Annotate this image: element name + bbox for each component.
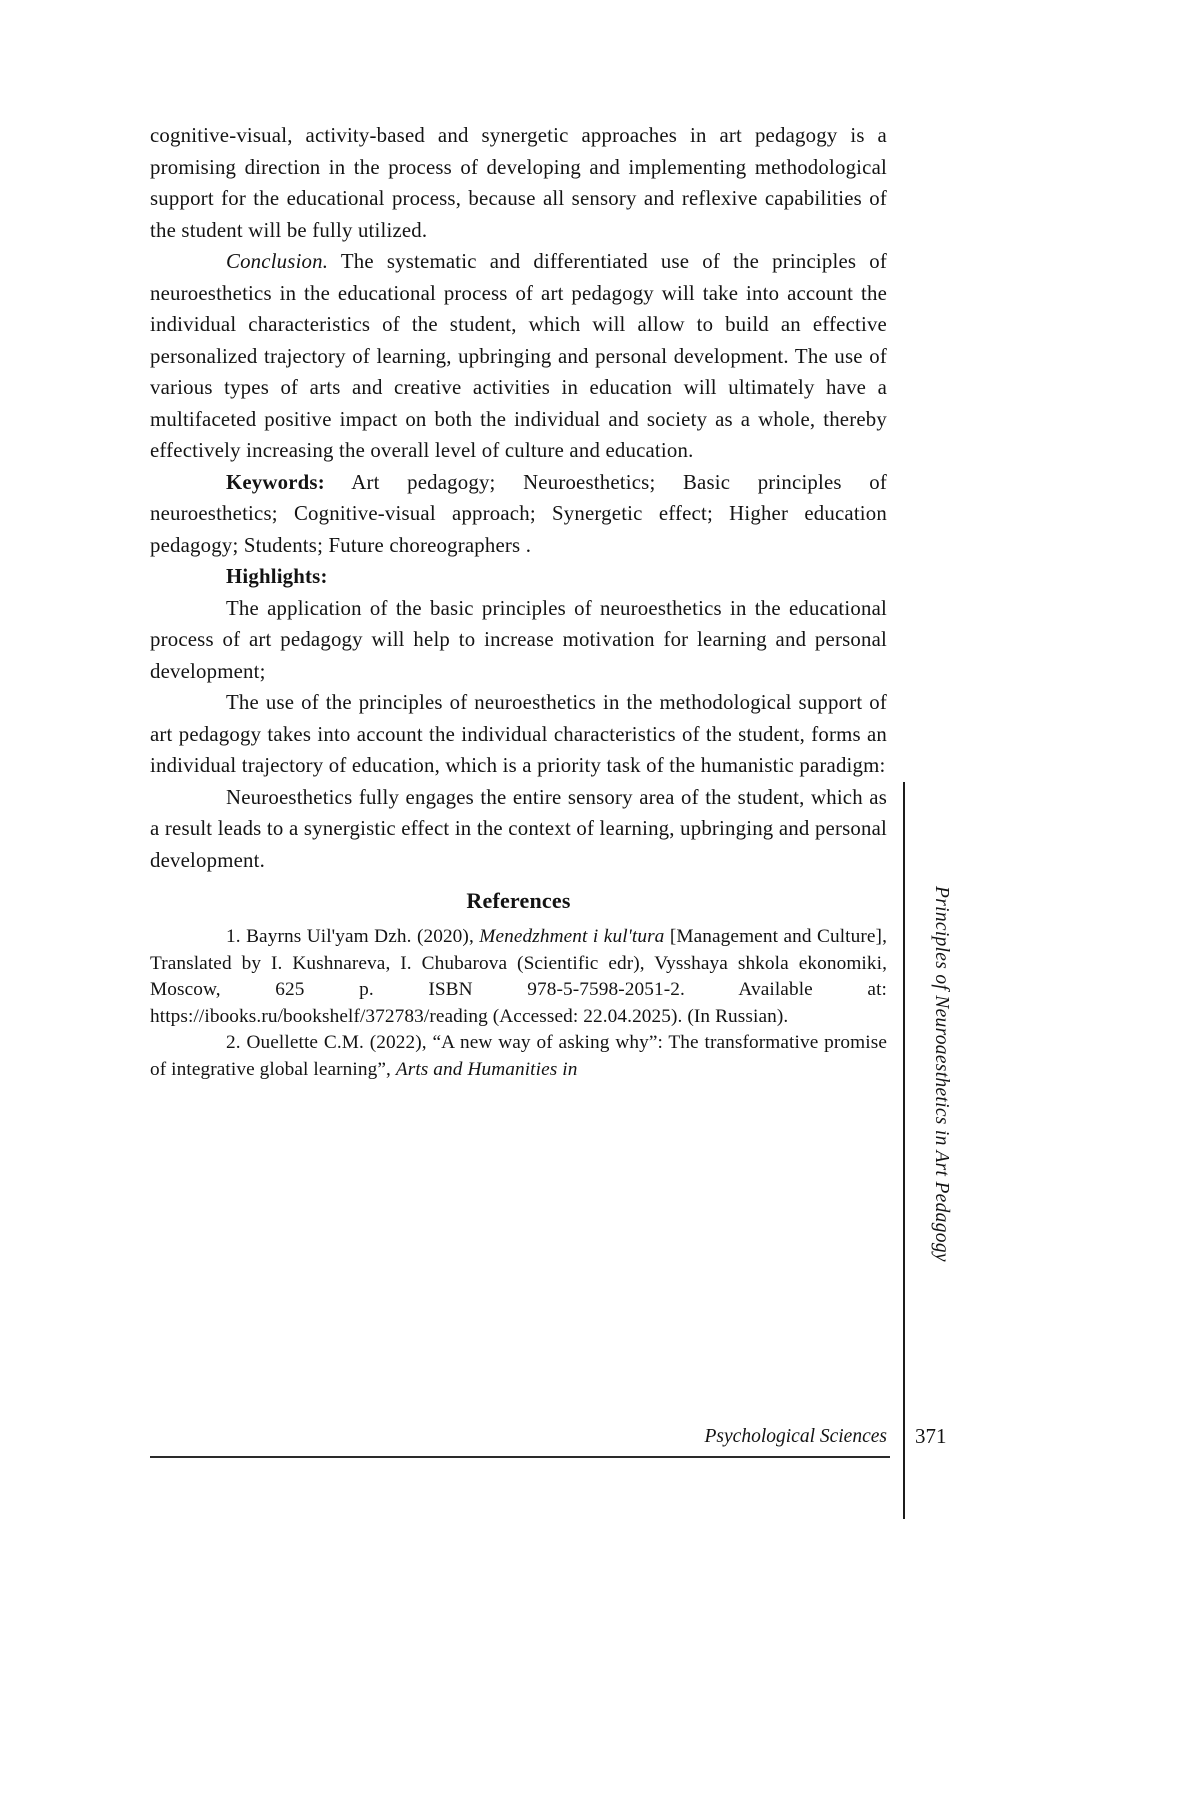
- references-heading: References: [466, 888, 571, 913]
- highlights-heading: Highlights:: [226, 565, 328, 588]
- conclusion-label: Conclusion.: [226, 250, 329, 273]
- conclusion-text: The systematic and differentiated use of the principles of neuroesthetics in the educational process of art pedagogy will take into account the individual characteristics of the student, which will allow to build an effective personalized trajectory of learning, upbringing and personal development. The use of various types of arts and creative activities in education will ultimately have a multifaceted positive impact on both the individual and society as a whole, thereby effectively increasing the overall level of culture and education.: [150, 250, 887, 462]
- footer-rule: [150, 1456, 890, 1458]
- reference-1-text: 1. Bayrns Uil'yam Dzh. (2020),: [226, 926, 480, 947]
- reference-2-text: 2. Ouellette C.M. (2022), “A new way of asking why”: The transformative promise of integrative global learning”,: [150, 1032, 887, 1080]
- margin-rule: [903, 782, 905, 1519]
- reference-1-details: [Management and Culture], Translated by I. Kushnareva, I. Chubarova (Scientific edr), Vysshaya shkola ekonomiki, Moscow, 625 p. ISBN 978-5-7598-2051-2. Available at: https://ibooks.ru/bookshelf/372783/reading (Accessed: 22.04.2025). (In Russian).: [150, 926, 887, 1027]
- page-body: [150, 120, 887, 1083]
- reference-2-journal: Arts and Humanities in: [395, 1058, 578, 1080]
- highlight-item-2: The use of the principles of neuroesthetics in the methodological support of art pedagogy takes into account the individual characteristics of the student, forms an individual trajectory of education, which is a priority task of the humanistic paradigm:: [150, 691, 887, 777]
- reference-item-1: [150, 924, 887, 1030]
- running-title-vertical: Principles of Neuroaesthetics in Art Pedagogy: [931, 886, 952, 1262]
- reference-item-2: [150, 1030, 887, 1083]
- reference-1-title: Menedzhment i kul'tura: [479, 926, 665, 947]
- paragraph-continuation: cognitive-visual, activity-based and synergetic approaches in art pedagogy is a promising direction in the process of developing and implementing methodological support for the educational process, because all sensory and reflexive capabilities of the student will be fully utilized.: [150, 124, 887, 242]
- keywords-paragraph: [150, 467, 887, 562]
- highlight-item-3: Neuroesthetics fully engages the entire sensory area of the student, which as a result leads to a synergistic effect in the context of learning, upbringing and personal development.: [150, 785, 887, 872]
- page-number: 371: [915, 1424, 947, 1448]
- keywords-text: Art pedagogy; Neuroesthetics; Basic principles of neuroesthetics; Cognitive-visual approach; Synergetic effect; Higher education pedagogy; Students; Future choreographers .: [150, 470, 887, 557]
- footer-section-label: Psychological Sciences: [704, 1426, 887, 1447]
- keywords-label: Keywords:: [226, 470, 325, 494]
- highlight-item-1: The application of the basic principles of neuroesthetics in the educational process of art pedagogy will help to increase motivation for learning and personal development;: [150, 596, 887, 683]
- conclusion-paragraph: [150, 246, 887, 467]
